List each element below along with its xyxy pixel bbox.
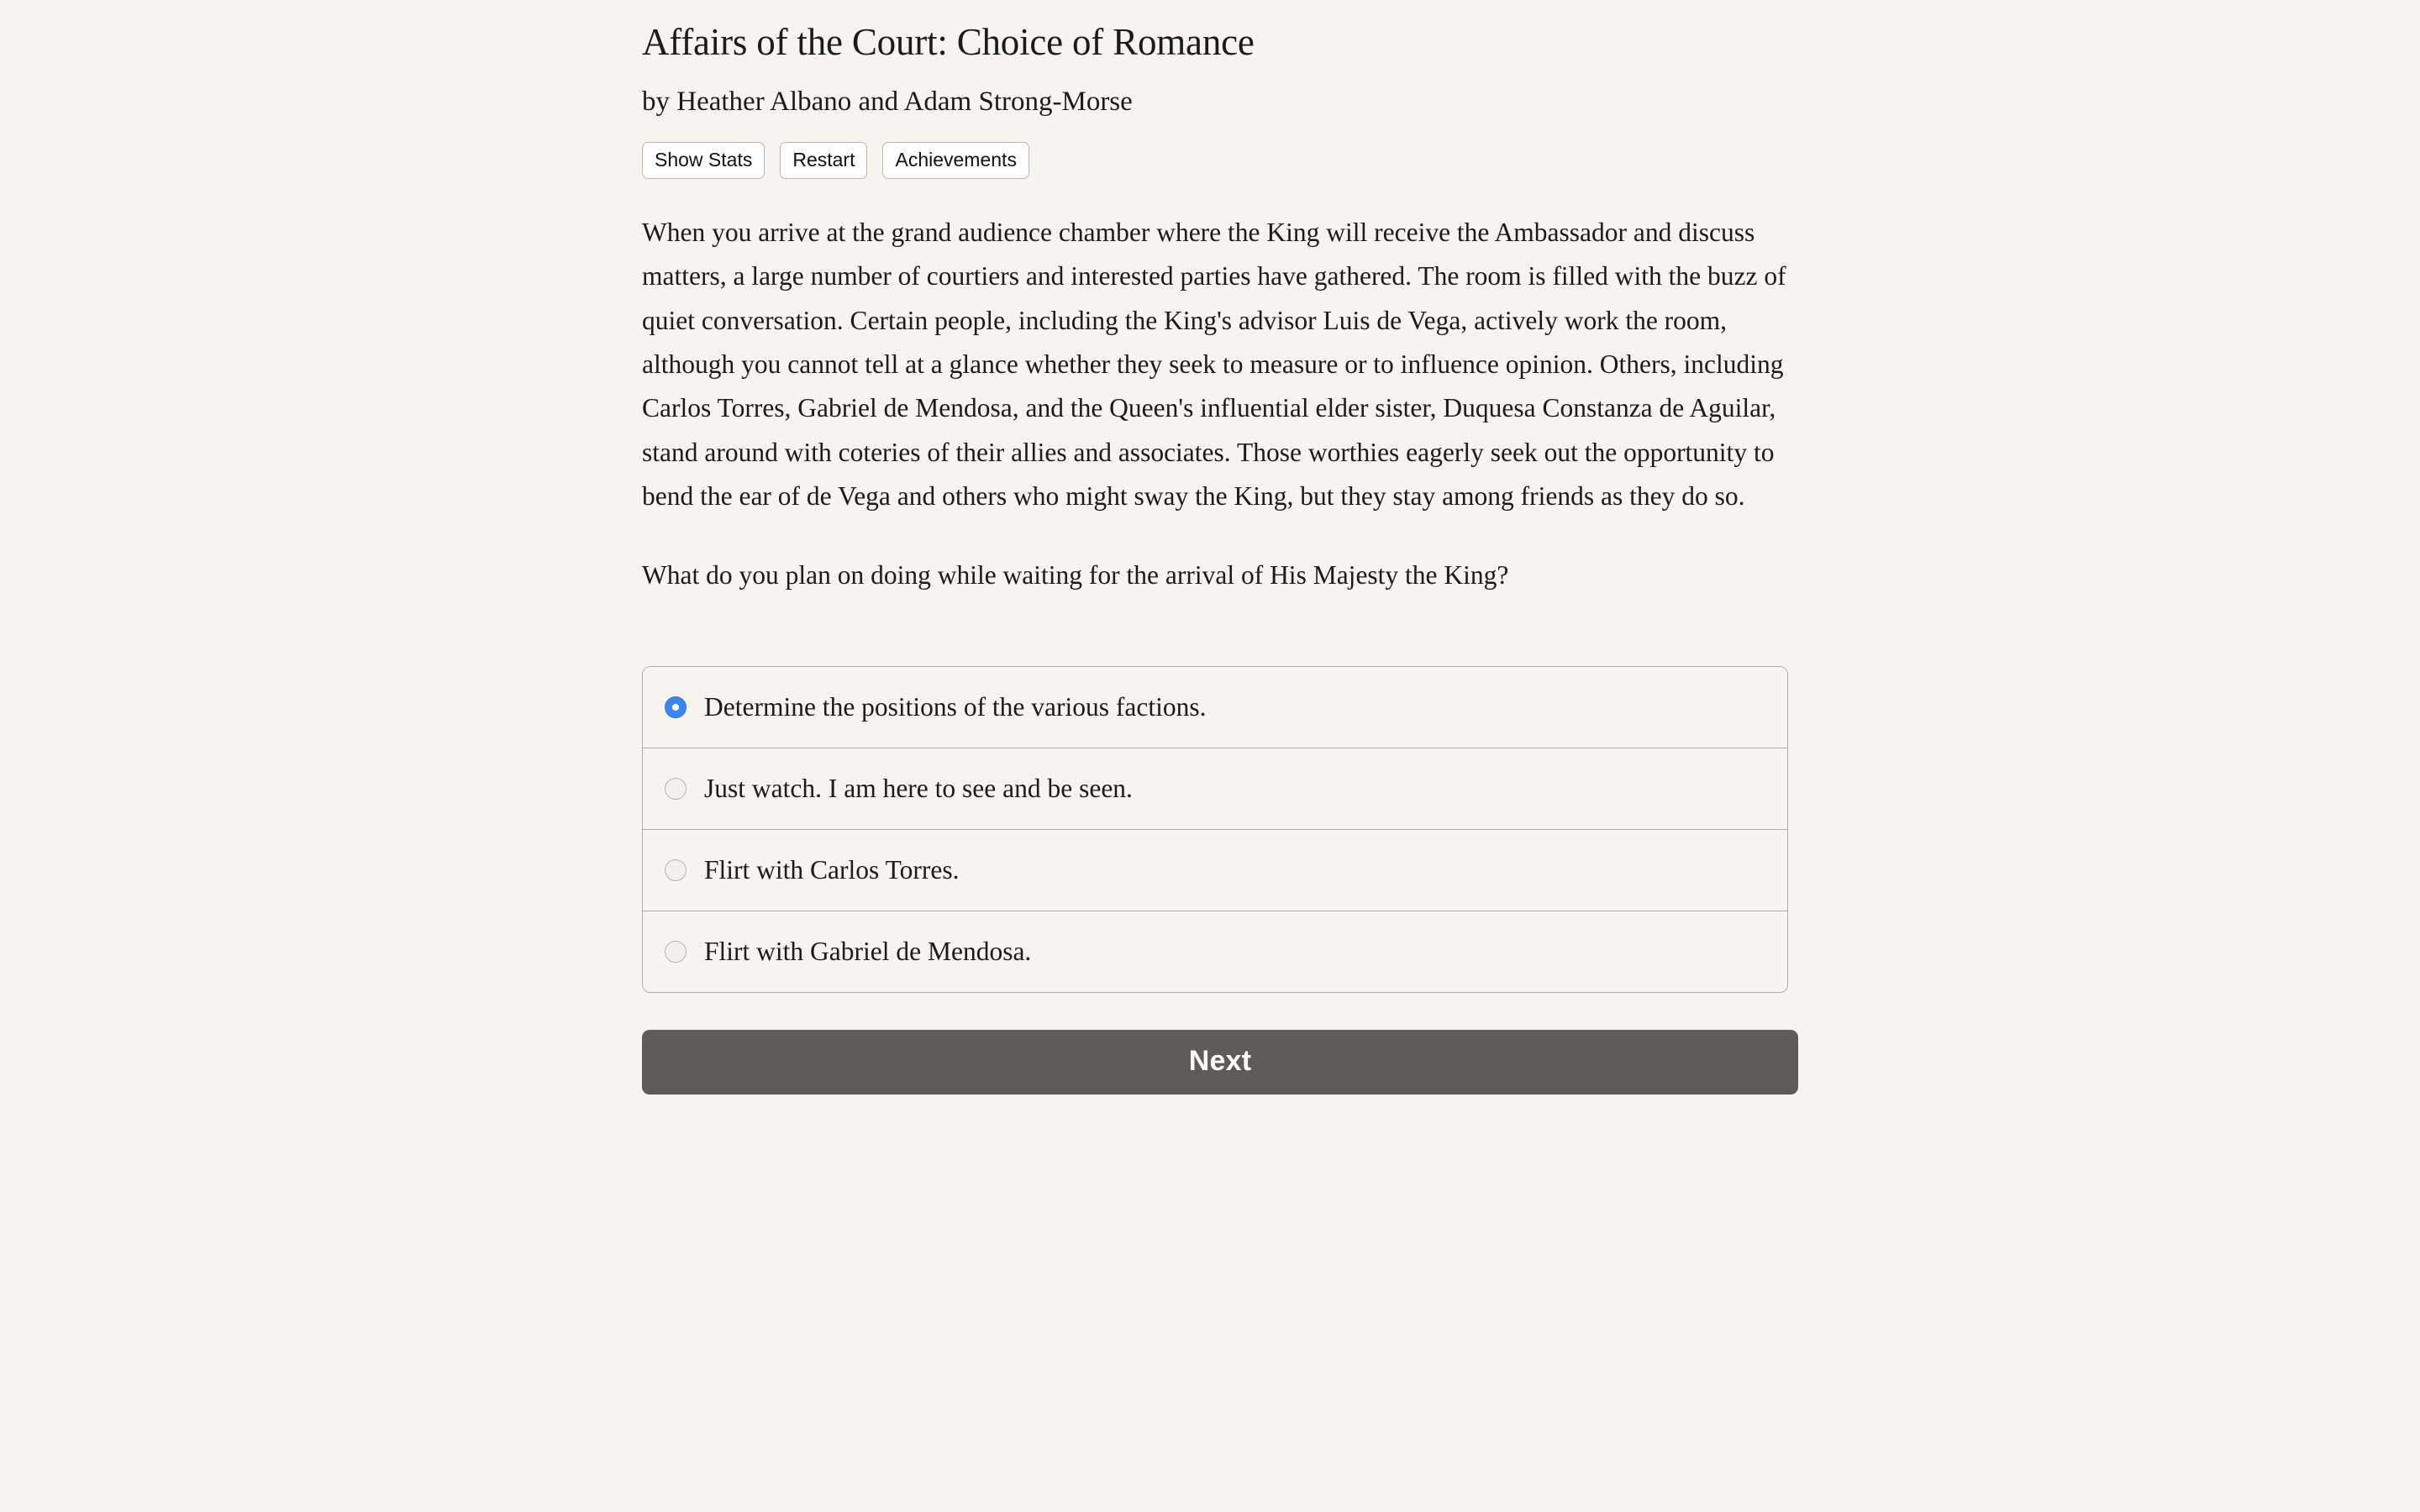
choice-label: Determine the positions of the various factions. (704, 691, 1207, 722)
choice-option-3[interactable] (643, 830, 1787, 911)
page-title: Affairs of the Court: Choice of Romance (642, 21, 1255, 63)
question-prompt: What do you plan on doing while waiting for the arrival of His Majesty the King? (642, 560, 1509, 591)
game-content-column (642, 0, 1798, 1095)
achievements-button[interactable]: Achievements (882, 142, 1028, 179)
author-byline: by Heather Albano and Adam Strong-Morse (642, 87, 1133, 118)
restart-button[interactable]: Restart (780, 142, 867, 179)
choice-list (642, 666, 1788, 993)
choice-label: Flirt with Gabriel de Mendosa. (704, 936, 1032, 966)
radio-unselected-icon[interactable] (665, 941, 687, 963)
toolbar (642, 120, 1798, 179)
choice-option-1[interactable] (643, 667, 1787, 748)
story-paragraph: When you arrive at the grand audience chamber where the King will receive the Ambassador and discuss matters, a large number of courtiers and interested parties have gathered. The room is filled with the buzz of quiet conversation. Certain people, including the King's advisor Luis de Vega, actively work the room, although you cannot tell at a glance whether they seek to measure or to influence opinion. Others, including Carlos Torres, Gabriel de Mendosa, and the Queen's influential elder sister, Duquesa Constanza de Aguilar, stand around with coteries of their allies and associates. Those worthies eagerly seek out the opportunity to bend the ear of de Vega and others who might sway the King, but they stay among friends as they do so. (642, 218, 1786, 511)
radio-selected-icon[interactable] (665, 696, 687, 718)
next-button[interactable]: Next (642, 1030, 1798, 1095)
choice-label: Just watch. I am here to see and be seen. (704, 773, 1133, 803)
radio-unselected-icon[interactable] (665, 778, 687, 800)
choice-option-2[interactable] (643, 748, 1787, 830)
radio-unselected-icon[interactable] (665, 859, 687, 881)
choice-option-4[interactable] (643, 911, 1787, 992)
choice-label: Flirt with Carlos Torres. (704, 854, 960, 885)
show-stats-button[interactable]: Show Stats (642, 142, 765, 179)
